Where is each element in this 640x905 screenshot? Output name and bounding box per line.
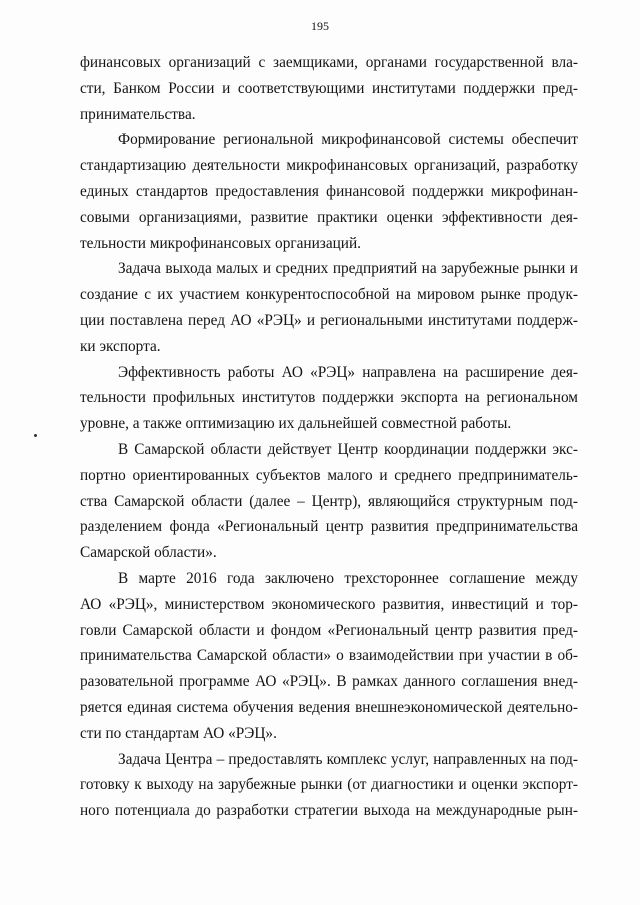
text-line: Самарской области». <box>80 544 217 562</box>
text-line: разделением фонда «Региональный центр развития предпринимательства <box>80 518 578 536</box>
text-line: сти, Банком России и соответствующими институтами поддержки пред- <box>80 79 578 97</box>
text-line: ции поставлена перед АО «РЭЦ» и региональными институтами поддерж- <box>80 311 578 329</box>
text-line: ства Самарской области (далее – Центр), являющийся структурным под- <box>80 492 578 510</box>
text-line: совыми организациями, развитие практики оценки эффективности дея- <box>80 208 578 226</box>
paragraph-1 <box>80 50 578 127</box>
text-line: единых стандартов предоставления финансовой поддержки микрофинан- <box>80 182 578 200</box>
page-number: 195 <box>311 19 329 33</box>
text-line: В марте 2016 года заключено трехстороннее соглашение между <box>118 569 578 587</box>
text-line: принимательства. <box>80 105 196 123</box>
text-line: тельности профильных институтов поддержки экспорта на региональном <box>80 389 578 407</box>
text-line: говли Самарской области и фондом «Региональный центр развития пред- <box>80 621 578 639</box>
text-line: ряется единая система обучения ведения внешнеэкономической деятельно- <box>80 698 578 716</box>
text-line: разовательной программе АО «РЭЦ». В рамках данного соглашения внед- <box>80 673 578 691</box>
scan-artifact-dot <box>34 434 37 437</box>
text-line: финансовых организаций с заемщиками, органами государственной вла- <box>80 54 578 71</box>
text-line: готовку к выходу на зарубежные рынки (от диагностики и оценки экспорт- <box>80 776 578 794</box>
paragraph-7 <box>80 747 578 824</box>
text-line: В Самарской области действует Центр координации поддержки экс- <box>118 440 578 458</box>
text-line: уровне, а также оптимизацию их дальнейшей совместной работы. <box>80 415 512 433</box>
text-line: Формирование региональной микрофинансовой системы обеспечит <box>118 131 578 149</box>
text-line: сти по стандартам АО «РЭЦ». <box>80 724 277 742</box>
text-line: ки экспорта. <box>80 337 161 355</box>
paragraph-6 <box>80 566 578 747</box>
text-line: портно ориентированных субъектов малого и среднего предприниматель- <box>80 466 578 484</box>
paragraph-4 <box>80 360 578 437</box>
paragraph-5 <box>80 437 578 566</box>
text-line: АО «РЭЦ», министерством экономического развития, инвестиций и тор- <box>80 595 578 613</box>
body-text <box>80 50 578 824</box>
text-line: Задача выхода малых и средних предприятий на зарубежные рынки и <box>118 260 578 278</box>
text-line: создание с их участием конкурентоспособной на мировом рынке продук- <box>80 286 578 304</box>
text-line: Эффективность работы АО «РЭЦ» направлена на расширение дея- <box>118 363 578 381</box>
text-line: тельности микрофинансовых организаций. <box>80 234 361 252</box>
text-line: Задача Центра – предоставлять комплекс услуг, направленных на под- <box>118 750 578 768</box>
paragraph-3 <box>80 256 578 359</box>
text-line: принимательства Самарской области» о взаимодействии при участии в об- <box>80 647 578 665</box>
text-line: ного потенциала до разработки стратегии выхода на международные рын- <box>80 802 578 820</box>
paragraph-2 <box>80 127 578 256</box>
text-line: стандартизацию деятельности микрофинансовых организаций, разработку <box>80 157 578 175</box>
